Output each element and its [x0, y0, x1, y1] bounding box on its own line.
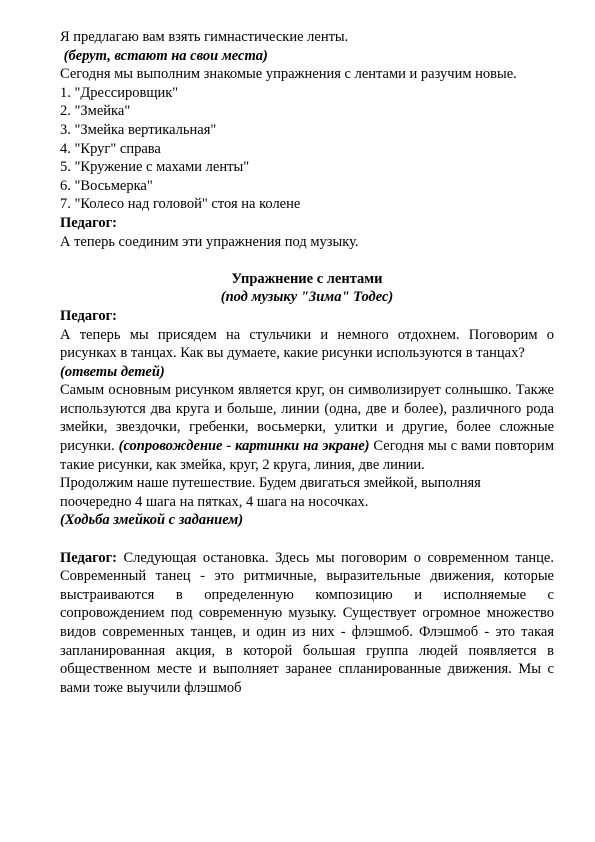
- journey-text: Продолжим наше путешествие. Будем двигаться змейкой, выполняя поочередно 4 шага на пятках, 4 шага на носочках.: [60, 475, 481, 510]
- section-subtitle: (под музыку "Зима" Тодес): [220, 289, 394, 306]
- drawings-text: Самым основным рисунком является круг, он символизирует солнышко. Также используются два круга и больше, линии (одна, две и более), различного рода змейки, звездочки, гребенки, восьмерки, улитки и другие, более сложные рисунки.: [60, 382, 554, 455]
- exercise-item: 6. "Восьмерка": [60, 177, 153, 194]
- spacer: [60, 530, 554, 549]
- document-page: [60, 28, 554, 697]
- lesson-intro: Сегодня мы выполним знакомые упражнения с лентами и разучим новые.: [60, 66, 517, 83]
- drawings-paragraph: [60, 381, 554, 474]
- teacher-line: А теперь соединим эти упражнения под музыку.: [60, 233, 359, 250]
- intro-text: Я предлагаю вам взять гимнастические ленты.: [60, 29, 349, 45]
- teacher-label: Педагог:: [60, 214, 117, 231]
- screen-direction: (сопровождение - картинки на экране): [118, 438, 370, 455]
- section-title: Упражнение с лентами: [231, 270, 383, 287]
- exercise-item: 5. "Кружение с махами ленты": [60, 159, 250, 176]
- teacher-label: Педагог:: [60, 549, 117, 566]
- exercise-item: 4. "Круг" справа: [60, 140, 161, 157]
- exercise-item: 1. "Дрессировщик": [60, 84, 179, 101]
- exercise-item: 3. "Змейка вертикальная": [60, 121, 217, 138]
- exercise-item: 7. "Колесо над головой" стоя на колене: [60, 196, 301, 213]
- modern-dance-paragraph: [60, 549, 554, 698]
- exercise-list: [60, 84, 554, 214]
- exercise-item: 2. "Змейка": [60, 103, 131, 120]
- drawings-text-end: Сегодня мы с вами повторим такие рисунки, как змейка, круг, 2 круга, линия, две линии.: [60, 438, 554, 473]
- walking-direction: (Ходьба змейкой с заданием): [60, 512, 244, 529]
- modern-dance-text: Следующая остановка. Здесь мы поговорим о современном танце. Современный танец - это ритмичные, выразительные движения, которые выстраиваются в определенную композицию и исполняемые с сопровождением под современную музыку. Существует огромное множество видов современных танцев, и один из них - флэшмоб. Флэшмоб - это такая запланированная акция, в которой большая группа людей появляется в общественном месте и выполняет заранее спланированные движения. Мы с вами тоже выучили флэшмоб: [60, 549, 554, 696]
- teacher-label: Педагог:: [60, 307, 117, 324]
- teacher-question: А теперь мы присядем на стульчики и немного отдохнем. Поговорим о рисунках в танцах. Как вы думаете, какие рисунки используются в танцах?: [60, 326, 554, 362]
- children-answers: (ответы детей): [60, 363, 165, 380]
- stage-direction: (берут, встают на свои места): [60, 47, 268, 64]
- spacer: [60, 251, 554, 270]
